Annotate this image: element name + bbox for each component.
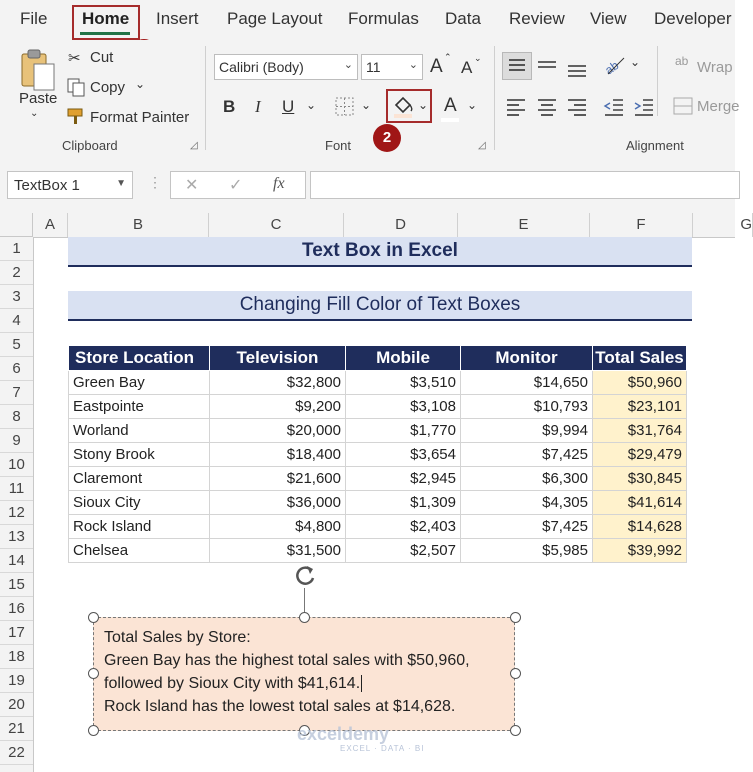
ribbon-tab-bar [0, 0, 735, 40]
row-header[interactable]: 8 [0, 405, 33, 429]
value-cell[interactable]: $1,770 [346, 419, 461, 443]
value-cell[interactable]: $31,500 [210, 539, 346, 563]
row-header[interactable]: 20 [0, 693, 33, 717]
sheet-title: Text Box in Excel [68, 237, 692, 267]
group-separator [494, 46, 495, 150]
copy-button[interactable]: Copy [90, 79, 126, 96]
column-header-b[interactable]: B [68, 213, 209, 237]
decrease-font-size-button[interactable]: A [461, 58, 473, 77]
tab-page-layout[interactable]: Page Layout [227, 9, 323, 28]
copy-icon [66, 77, 86, 97]
font-group-label: Font [325, 138, 352, 153]
value-cell[interactable]: $3,654 [346, 443, 461, 467]
value-cell[interactable]: $2,403 [346, 515, 461, 539]
row-header[interactable]: 22 [0, 741, 33, 765]
orientation-icon[interactable] [602, 52, 628, 78]
cut-button[interactable]: Cut [90, 49, 114, 66]
row-header[interactable]: 15 [0, 573, 33, 597]
row-header[interactable]: 2 [0, 261, 33, 285]
align-left-icon[interactable] [505, 97, 527, 117]
value-cell[interactable]: $1,309 [346, 491, 461, 515]
tab-data[interactable]: Data [445, 9, 481, 28]
value-cell[interactable]: $4,305 [461, 491, 593, 515]
resize-handle-bottom-right[interactable] [510, 725, 521, 736]
formula-input[interactable] [310, 171, 740, 199]
value-cell[interactable]: $14,650 [461, 371, 593, 395]
value-cell[interactable]: $7,425 [461, 515, 593, 539]
clipboard-group-label: Clipboard [62, 138, 118, 153]
font-color-button[interactable]: A [444, 95, 457, 116]
total-cell[interactable]: $14,628 [593, 515, 687, 539]
table-row [69, 515, 687, 539]
total-cell[interactable]: $30,845 [593, 467, 687, 491]
store-cell[interactable]: Worland [69, 419, 210, 443]
text-box-line: Total Sales by Store: [104, 629, 251, 646]
paste-icon[interactable] [18, 48, 58, 92]
resize-handle-top-right[interactable] [510, 612, 521, 623]
row-header[interactable]: 10 [0, 453, 33, 477]
enter-icon[interactable]: ✓ [229, 177, 243, 194]
top-align-icon [503, 53, 531, 79]
tab-file[interactable]: File [20, 9, 48, 28]
total-cell[interactable]: $31,764 [593, 419, 687, 443]
increase-font-size-button[interactable]: A [430, 56, 443, 77]
chevron-down-icon: ▼ [116, 178, 126, 189]
resize-handle-top-left[interactable] [88, 612, 99, 623]
header-store-location[interactable]: Store Location [69, 346, 210, 371]
header-total-sales[interactable]: Total Sales [593, 346, 687, 371]
row-header[interactable]: 3 [0, 285, 33, 309]
svg-text:ab: ab [602, 58, 622, 78]
text-cursor [361, 675, 362, 692]
highlight-box-home [72, 5, 140, 40]
insert-function-button[interactable]: fx [273, 175, 285, 192]
value-cell[interactable]: $9,994 [461, 419, 593, 443]
format-painter-icon [66, 106, 88, 126]
font-color-swatch [441, 118, 459, 122]
group-separator [657, 46, 658, 116]
middle-align-icon[interactable] [536, 54, 558, 78]
bottom-align-icon[interactable] [566, 54, 588, 78]
store-cell[interactable]: Sioux City [69, 491, 210, 515]
align-center-icon[interactable] [536, 97, 558, 117]
font-size-value: 11 [366, 59, 381, 75]
font-size-select[interactable] [361, 54, 423, 80]
value-cell[interactable]: $5,985 [461, 539, 593, 563]
chevron-down-icon: ⌄ [408, 59, 418, 71]
tab-home[interactable]: Home [82, 9, 130, 28]
bold-button[interactable]: B [223, 97, 236, 116]
tab-view[interactable]: View [590, 9, 627, 28]
row-headers [0, 237, 34, 772]
watermark-tagline: EXCEL · DATA · BI [340, 744, 425, 753]
store-cell[interactable]: Eastpointe [69, 395, 210, 419]
store-cell[interactable]: Rock Island [69, 515, 210, 539]
group-separator [205, 46, 206, 150]
highlight-box-fill-color [386, 89, 432, 123]
copy-dropdown-icon[interactable]: ⌄ [135, 77, 146, 91]
table-row [69, 419, 687, 443]
name-box-value: TextBox 1 [14, 177, 80, 194]
increase-indent-icon[interactable] [633, 97, 655, 117]
row-header[interactable]: 9 [0, 429, 33, 453]
paste-dropdown-icon[interactable]: ⌄ [30, 108, 39, 119]
font-color-dropdown-icon[interactable]: ⌄ [467, 98, 478, 112]
column-header-g[interactable]: G [693, 213, 753, 237]
value-cell[interactable]: $3,108 [346, 395, 461, 419]
cut-icon: ✂ [68, 50, 81, 67]
drag-handle-icon[interactable]: ⋮ [148, 174, 162, 190]
row-header[interactable]: 21 [0, 717, 33, 741]
merge-icon [672, 96, 694, 116]
grow-arrow-icon: ⌃ [444, 52, 452, 62]
column-header-a[interactable]: A [33, 213, 68, 237]
step-badge-2: 2 [373, 124, 401, 152]
format-painter-button[interactable]: Format Painter [90, 109, 190, 126]
column-headers [33, 213, 752, 238]
merge-button[interactable]: Merge [697, 98, 740, 115]
row-header[interactable]: 12 [0, 501, 33, 525]
underline-button[interactable]: U [282, 97, 295, 116]
font-name-select[interactable] [214, 54, 358, 80]
select-all-corner[interactable] [0, 213, 33, 237]
row-header[interactable]: 19 [0, 669, 33, 693]
tab-insert[interactable]: Insert [156, 9, 199, 28]
table-row [69, 539, 687, 563]
value-cell[interactable]: $7,425 [461, 443, 593, 467]
value-cell[interactable]: $6,300 [461, 467, 593, 491]
resize-handle-top[interactable] [299, 612, 310, 623]
sales-table [68, 345, 687, 563]
column-header-e[interactable]: E [458, 213, 590, 237]
text-box-line: Rock Island has the lowest total sales at $14,628. [104, 698, 456, 715]
alignment-group-label: Alignment [626, 138, 684, 153]
value-cell[interactable]: $21,600 [210, 467, 346, 491]
total-cell[interactable]: $50,960 [593, 371, 687, 395]
formula-bar [0, 158, 735, 213]
tab-review[interactable]: Review [509, 9, 565, 28]
text-box-line-text: followed by Sioux City with $41,614. [104, 675, 361, 692]
resize-handle-bottom-left[interactable] [88, 725, 99, 736]
header-monitor[interactable]: Monitor [461, 346, 593, 371]
name-box[interactable] [7, 171, 133, 199]
ribbon-home [0, 40, 740, 159]
align-right-icon[interactable] [566, 97, 588, 117]
value-cell[interactable]: $9,200 [210, 395, 346, 419]
total-cell[interactable]: $29,479 [593, 443, 687, 467]
row-header[interactable]: 6 [0, 357, 33, 381]
store-cell[interactable]: Claremont [69, 467, 210, 491]
table-row [69, 491, 687, 515]
row-header[interactable]: 16 [0, 597, 33, 621]
text-box-line: Green Bay has the highest total sales with $50,960, [104, 652, 470, 669]
font-launcher-icon[interactable]: ◿ [478, 140, 486, 151]
text-box-line [104, 672, 504, 695]
row-header[interactable]: 5 [0, 333, 33, 357]
resize-handle-left[interactable] [88, 668, 99, 679]
chevron-down-icon: ⌄ [343, 59, 353, 71]
row-header[interactable]: 18 [0, 645, 33, 669]
borders-dropdown-icon[interactable]: ⌄ [361, 98, 372, 112]
total-cell[interactable]: $39,992 [593, 539, 687, 563]
value-cell[interactable]: $32,800 [210, 371, 346, 395]
total-cell[interactable]: $41,614 [593, 491, 687, 515]
text-box[interactable] [93, 617, 515, 731]
header-television[interactable]: Television [210, 346, 346, 371]
store-cell[interactable]: Green Bay [69, 371, 210, 395]
store-cell[interactable]: Chelsea [69, 539, 210, 563]
rotate-handle-icon[interactable] [291, 562, 319, 590]
value-cell[interactable]: $18,400 [210, 443, 346, 467]
table-row [69, 371, 687, 395]
column-header-d[interactable]: D [344, 213, 458, 237]
shrink-arrow-icon: ⌄ [474, 53, 482, 63]
font-name-value: Calibri (Body) [219, 59, 304, 75]
column-header-f[interactable]: F [590, 213, 693, 237]
clipboard-launcher-icon[interactable]: ◿ [190, 140, 198, 151]
wrap-text-icon: ab [675, 54, 689, 68]
sheet-subtitle: Changing Fill Color of Text Boxes [68, 291, 692, 321]
formula-buttons [170, 171, 306, 199]
value-cell[interactable]: $36,000 [210, 491, 346, 515]
value-cell[interactable]: $4,800 [210, 515, 346, 539]
watermark-logo: exceldemy [297, 724, 390, 744]
store-cell[interactable]: Stony Brook [69, 443, 210, 467]
decrease-indent-icon[interactable] [603, 97, 625, 117]
fill-color-dropdown-icon[interactable]: ⌄ [418, 98, 429, 112]
row-header[interactable]: 17 [0, 621, 33, 645]
row-header[interactable]: 4 [0, 309, 33, 333]
value-cell[interactable]: $3,510 [346, 371, 461, 395]
orientation-dropdown-icon[interactable]: ⌄ [630, 55, 641, 69]
row-header[interactable]: 11 [0, 477, 33, 501]
value-cell[interactable]: $2,507 [346, 539, 461, 563]
table-row [69, 443, 687, 467]
column-header-c[interactable]: C [209, 213, 344, 237]
value-cell[interactable]: $20,000 [210, 419, 346, 443]
italic-button[interactable]: I [255, 97, 261, 116]
cancel-icon[interactable]: ✕ [185, 177, 199, 194]
row-header[interactable]: 13 [0, 525, 33, 549]
row-header[interactable]: 1 [0, 237, 33, 261]
resize-handle-right[interactable] [510, 668, 521, 679]
tab-developer[interactable]: Developer [654, 9, 732, 28]
top-align-button[interactable] [502, 52, 532, 80]
row-header[interactable]: 14 [0, 549, 33, 573]
wrap-text-button[interactable]: Wrap [697, 59, 733, 76]
header-mobile[interactable]: Mobile [346, 346, 461, 371]
table-row [69, 467, 687, 491]
table-header-row [69, 346, 687, 371]
row-header[interactable]: 7 [0, 381, 33, 405]
tab-formulas[interactable]: Formulas [348, 9, 419, 28]
paste-label[interactable]: Paste [19, 90, 58, 107]
table-row [69, 395, 687, 419]
value-cell[interactable]: $2,945 [346, 467, 461, 491]
borders-icon[interactable] [334, 96, 356, 118]
total-cell[interactable]: $23,101 [593, 395, 687, 419]
underline-dropdown-icon[interactable]: ⌄ [306, 98, 317, 112]
value-cell[interactable]: $10,793 [461, 395, 593, 419]
